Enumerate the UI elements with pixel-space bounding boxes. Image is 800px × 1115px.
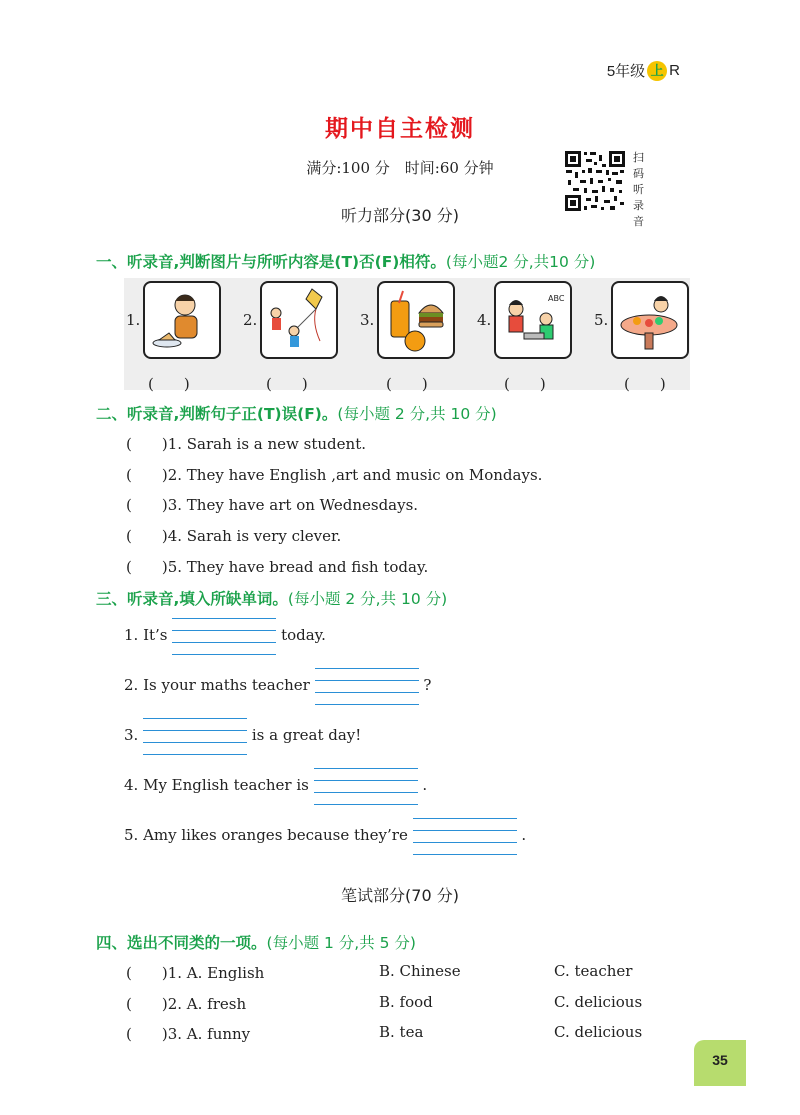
section2-item-3: ( )3. They have art on Wednesdays.	[126, 496, 419, 514]
answer-blank-5[interactable]: ( )	[624, 375, 666, 393]
item4-before: 4. My English teacher is	[124, 776, 309, 794]
item4-after: .	[422, 776, 428, 794]
section2-item-2: ( )2. They have English ,art and music on Mondays.	[126, 466, 543, 484]
score-time-info: 满分:100 分 时间:60 分钟	[306, 159, 494, 177]
svg-text:ABC: ABC	[548, 294, 565, 303]
item1-after: today.	[281, 626, 326, 644]
section4-heading	[96, 931, 416, 953]
fill-blank-5[interactable]	[413, 818, 517, 854]
section3-title: 三、听录音,填入所缺单词。	[96, 590, 288, 608]
section4-item-3-option-b: B. tea	[379, 1023, 424, 1041]
juice-hamburger-picture	[377, 281, 455, 359]
picture-number-3: 3.	[360, 311, 375, 329]
item2-before: 2. Is your maths teacher	[124, 676, 310, 694]
section3-heading	[96, 587, 447, 609]
picture-number-2: 2.	[243, 311, 258, 329]
item5-before: 5. Amy likes oranges because they’re	[124, 826, 408, 844]
section4-item-1-question: ( )1. A. English	[126, 964, 265, 982]
section2-points: (每小题 2 分,共 10 分)	[337, 405, 497, 423]
section3-points: (每小题 2 分,共 10 分)	[287, 590, 448, 608]
kite-children-picture	[260, 281, 338, 359]
answer-blank-4[interactable]: ( )	[504, 375, 546, 393]
section3-item-1	[124, 618, 326, 654]
grade-suffix: R	[669, 62, 680, 79]
written-part-heading: 笔试部分(70 分)	[341, 886, 459, 905]
section4-item-1-option-b: B. Chinese	[379, 962, 461, 980]
answer-blank-1[interactable]: ( )	[148, 375, 190, 393]
section4-item-2-option-b: B. food	[379, 993, 433, 1011]
picture-number-4: 4.	[477, 311, 492, 329]
grade-prefix: 5年级	[606, 63, 646, 80]
section4-item-2-question: ( )2. A. fresh	[126, 995, 247, 1013]
grade-label	[607, 60, 680, 81]
section3-item-5	[124, 818, 526, 854]
fill-blank-1[interactable]	[172, 618, 276, 654]
qr-caption: 扫码听录音	[633, 151, 644, 228]
page-number: 35	[694, 1040, 746, 1086]
kids-playing-picture	[494, 281, 572, 359]
answer-blank-2[interactable]: ( )	[266, 375, 308, 393]
section4-points: (每小题 1 分,共 5 分)	[266, 934, 416, 952]
section3-item-4	[124, 768, 427, 804]
section2-item-5: ( )5. They have bread and fish today.	[126, 558, 429, 576]
fill-blank-4[interactable]	[314, 768, 418, 804]
section3-item-3	[124, 718, 361, 754]
section4-item-3-question: ( )3. A. funny	[126, 1025, 251, 1043]
item2-after: ?	[423, 676, 432, 694]
section4-title: 四、选出不同类的一项。	[96, 934, 267, 952]
fill-blank-2[interactable]	[315, 668, 419, 704]
item1-before: 1. It’s	[124, 626, 168, 644]
section2-item-4: ( )4. Sarah is very clever.	[126, 527, 342, 545]
item5-after: .	[521, 826, 527, 844]
page-title: 期中自主检测	[325, 116, 475, 142]
item3-after: is a great day!	[251, 726, 362, 744]
section4-item-2-option-c: C. delicious	[554, 993, 643, 1011]
food-table-picture	[611, 281, 689, 359]
picture-number-1: 1.	[126, 311, 141, 329]
eating-boy-picture	[143, 281, 221, 359]
section1-points: (每小题2 分,共10 分)	[445, 253, 596, 271]
section1-title: 一、听录音,判断图片与所听内容是(T)否(F)相符。	[96, 253, 446, 271]
item3-before: 3.	[124, 726, 139, 744]
picture-number-5: 5.	[594, 311, 609, 329]
fill-blank-3[interactable]	[143, 718, 247, 754]
section1-heading	[96, 250, 595, 272]
section2-item-1: ( )1. Sarah is a new student.	[126, 435, 366, 453]
section2-heading	[96, 402, 497, 424]
grade-term-badge: 上	[647, 61, 667, 81]
section3-item-2	[124, 668, 431, 704]
listening-part-heading: 听力部分(30 分)	[341, 206, 459, 225]
section4-item-1-option-c: C. teacher	[554, 962, 633, 980]
section4-item-3-option-c: C. delicious	[554, 1023, 643, 1041]
answer-blank-3[interactable]: ( )	[386, 375, 428, 393]
section2-title: 二、听录音,判断句子正(T)误(F)。	[96, 405, 338, 423]
